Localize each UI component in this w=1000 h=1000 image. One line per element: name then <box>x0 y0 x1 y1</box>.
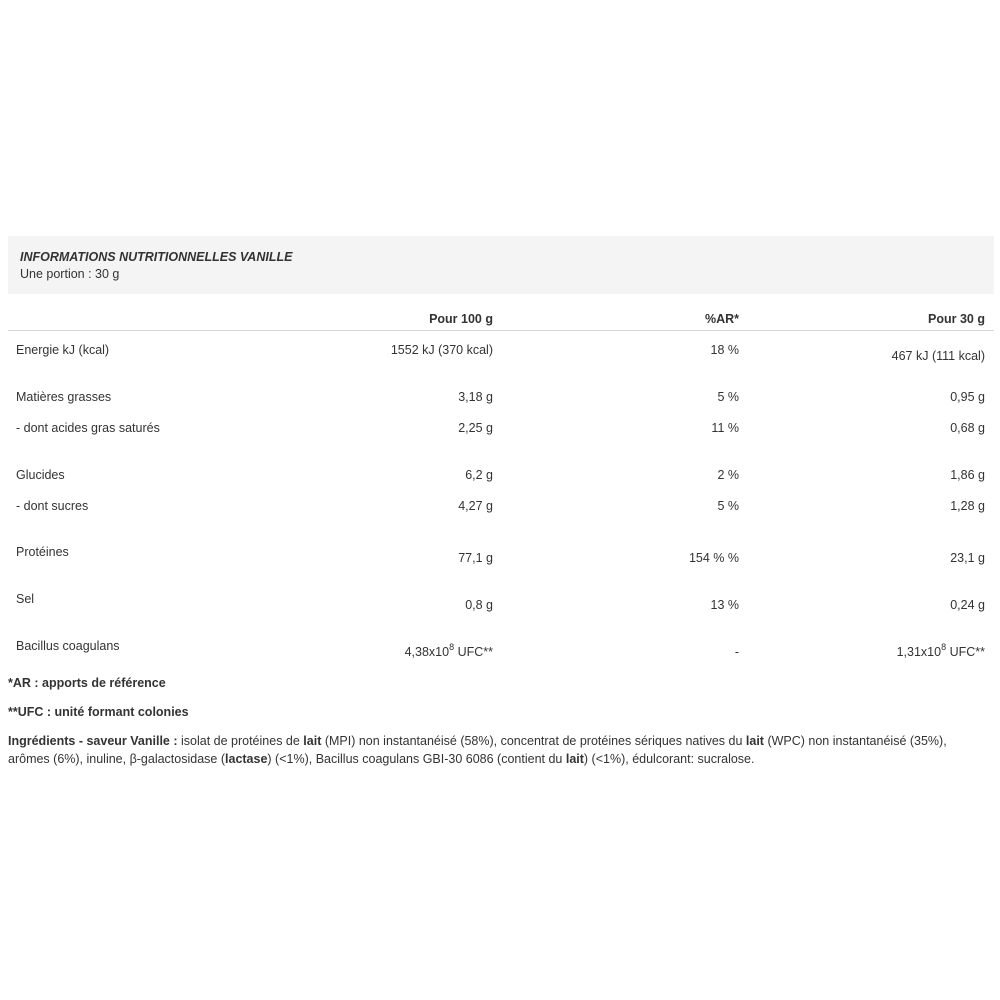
row-per30: 23,1 g <box>950 551 985 565</box>
ingredients-label: Ingrédients - saveur Vanille : <box>8 734 178 748</box>
allergen-milk: lait <box>303 734 322 748</box>
table-row <box>8 467 994 487</box>
row-per100: 77,1 g <box>458 551 493 565</box>
row-per30: 1,28 g <box>950 499 985 513</box>
row-name: Energie kJ (kcal) <box>16 343 110 357</box>
column-per100-header: Pour 100 g <box>429 312 493 326</box>
ingredients-part: ) (<1%), Bacillus coagulans GBI-30 6086 (contient du <box>267 751 566 766</box>
row-per30: 1,86 g <box>950 468 985 482</box>
row-per30: 0,68 g <box>950 421 985 435</box>
row-per100: 2,25 g <box>458 421 493 435</box>
per30-exponent: 8 <box>941 642 947 652</box>
ingredients-part: (WPC) non instantanéisé (35%), arômes (6%), inuline, β-galactosidase ( <box>8 734 947 766</box>
allergen-lactase: lactase <box>225 751 268 766</box>
table-row <box>8 638 994 658</box>
row-ar: 18 % <box>710 343 739 357</box>
row-name: - dont acides gras saturés <box>16 421 160 435</box>
row-per100 <box>405 644 493 660</box>
column-headers <box>8 294 994 331</box>
row-ar: 2 % <box>717 468 739 482</box>
per100-unit: UFC** <box>454 645 493 659</box>
row-ar: 13 % <box>710 598 739 612</box>
footnote-ufc: **UFC : unité formant colonies <box>8 705 189 719</box>
allergen-milk: lait <box>745 734 764 748</box>
table-row <box>8 498 994 518</box>
row-name: Matières grasses <box>16 390 112 404</box>
table-row <box>8 544 994 564</box>
nutrition-table <box>8 236 994 331</box>
row-per30: 467 kJ (111 kcal) <box>891 349 985 363</box>
allergen-milk: lait <box>565 751 584 766</box>
row-ar: 5 % <box>717 390 739 404</box>
row-per100: 3,18 g <box>458 390 493 404</box>
ingredients-part: (MPI) non instantanéisé (58%), concentrat de protéines sériques natives du <box>321 734 746 748</box>
ingredients-text <box>8 733 988 768</box>
per100-base: 4,38x10 <box>404 645 450 659</box>
ingredients-part: isolat de protéines de <box>177 734 304 748</box>
row-per30 <box>897 644 985 660</box>
row-name: - dont sucres <box>16 499 89 513</box>
row-ar: 154 % % <box>688 551 739 565</box>
row-per30: 0,95 g <box>950 390 985 404</box>
row-ar: - <box>734 645 739 659</box>
footnote-ar: *AR : apports de référence <box>8 676 166 690</box>
column-per30-header: Pour 30 g <box>928 312 985 326</box>
row-name: Bacillus coagulans <box>16 639 120 653</box>
row-name: Sel <box>16 592 35 606</box>
table-row <box>8 342 994 362</box>
column-ar-header: %AR* <box>704 312 739 326</box>
row-per100: 4,27 g <box>458 499 493 513</box>
per30-unit: UFC** <box>946 645 985 659</box>
row-per100: 6,2 g <box>465 468 493 482</box>
table-row <box>8 420 994 440</box>
per100-exponent: 8 <box>449 642 455 652</box>
row-ar: 11 % <box>711 421 739 435</box>
ingredients-part: ) (<1%), édulcorant: sucralose. <box>583 751 755 766</box>
portion-size: Une portion : 30 g <box>20 267 120 281</box>
row-name: Protéines <box>16 545 69 559</box>
table-header <box>8 236 994 294</box>
row-ar: 5 % <box>717 499 739 513</box>
table-row <box>8 389 994 409</box>
table-row <box>8 591 994 611</box>
per30-base: 1,31x10 <box>896 645 942 659</box>
row-per100: 0,8 g <box>465 598 493 612</box>
table-title: INFORMATIONS NUTRITIONNELLES VANILLE <box>20 250 293 264</box>
row-per100: 1552 kJ (370 kcal) <box>390 343 493 357</box>
row-name: Glucides <box>16 468 65 482</box>
row-per30: 0,24 g <box>950 598 985 612</box>
